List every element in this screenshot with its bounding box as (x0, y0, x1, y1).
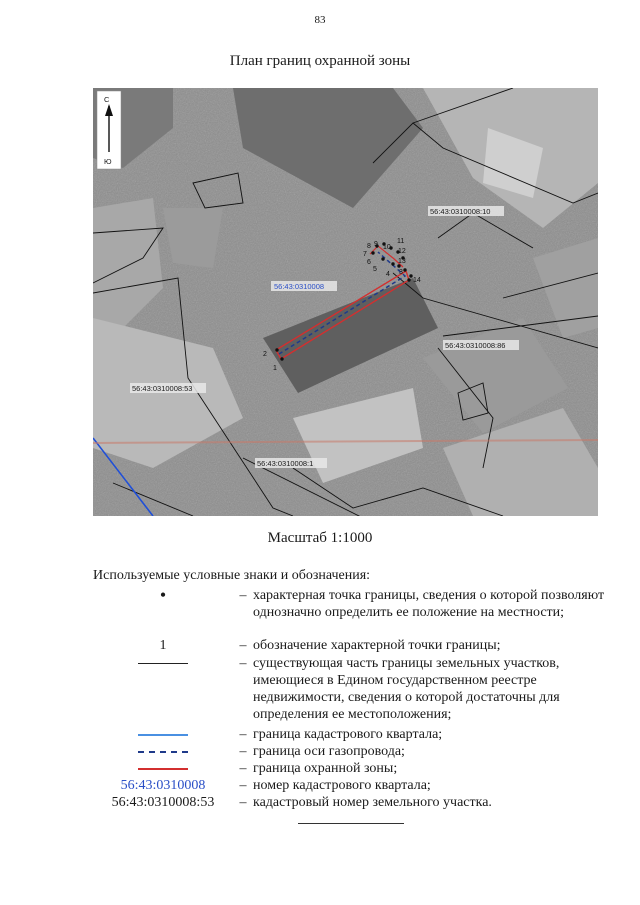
legend-text: граница охранной зоны; (253, 761, 398, 776)
compass-north-label: С (104, 95, 110, 104)
boundary-point-icon: • (159, 585, 167, 605)
black-line-icon (138, 663, 188, 664)
legend-symbol (93, 760, 233, 770)
legend-symbol (93, 743, 233, 753)
legend-symbol: 56:43:0310008 (120, 778, 206, 793)
legend-text: номер кадастрового квартала; (253, 778, 431, 793)
point-label-14: 14 (413, 277, 421, 284)
end-rule (298, 823, 404, 824)
point-label-7: 7 (363, 251, 367, 258)
north-arrow-icon (97, 91, 121, 169)
parcel-label-53: 56:43:0310008:53 (132, 384, 193, 393)
point-label-11: 11 (397, 238, 405, 245)
legend-text: граница кадастрового квартала; (253, 727, 443, 742)
legend-symbol (93, 726, 233, 736)
point-label-4: 4 (386, 271, 390, 278)
legend-heading: Используемые условные знаки и обозначения: (93, 568, 371, 583)
point-label-9: 9 (374, 241, 378, 248)
legend-dash: – (239, 744, 247, 759)
legend-dash: – (239, 638, 247, 653)
legend-text: характерная точка границы, сведения о которой позволяют однозначно определить ее положение на местности; (253, 588, 605, 620)
point-label-5: 5 (373, 266, 377, 273)
light-blue-line-icon (138, 734, 188, 736)
legend-text: кадастровый номер земельного участка. (253, 795, 492, 810)
page-number: 83 (314, 14, 326, 26)
compass-south-label: Ю (104, 157, 112, 166)
point-label-3: 3 (399, 269, 403, 276)
legend-dash: – (239, 727, 247, 742)
legend-symbol: 1 (159, 638, 167, 653)
blue-dashed-line-icon (138, 751, 188, 753)
point-label-13: 13 (398, 258, 406, 265)
point-label-2: 2 (263, 351, 267, 358)
page-title: План границ охранной зоны (229, 53, 411, 69)
legend-text: граница оси газопровода; (253, 744, 405, 759)
parcel-label-10: 56:43:0310008:10 (430, 207, 491, 216)
point-label-6: 6 (367, 259, 371, 266)
legend-dash: – (239, 778, 247, 793)
legend-text: обозначение характерной точки границы; (253, 638, 501, 653)
legend-dash: – (239, 761, 247, 776)
parcel-label-86: 56:43:0310008:86 (445, 341, 506, 350)
legend-dash: – (239, 588, 247, 603)
map-canvas (93, 88, 598, 516)
boundary-plan-map (93, 88, 598, 516)
legend-text: существующая часть границы земельных участков, имеющиеся в Едином государственном реестре недвижимости, сведения о которой достаточны для определения ее местоположения; (253, 656, 560, 722)
point-label-12: 12 (398, 248, 406, 255)
legend-dash: – (239, 795, 247, 810)
point-label-1: 1 (273, 365, 277, 372)
map-scale: Масштаб 1:1000 (267, 530, 373, 546)
legend-dash: – (239, 656, 247, 671)
legend-symbol (93, 655, 233, 664)
legend-symbol: 56:43:0310008:53 (111, 795, 215, 810)
point-label-8: 8 (367, 243, 371, 250)
red-line-icon (138, 768, 188, 770)
point-label-10: 10 (383, 244, 391, 251)
parcel-label-1: 56:43:0310008:1 (257, 459, 314, 468)
quarter-label: 56:43:0310008 (274, 282, 325, 291)
